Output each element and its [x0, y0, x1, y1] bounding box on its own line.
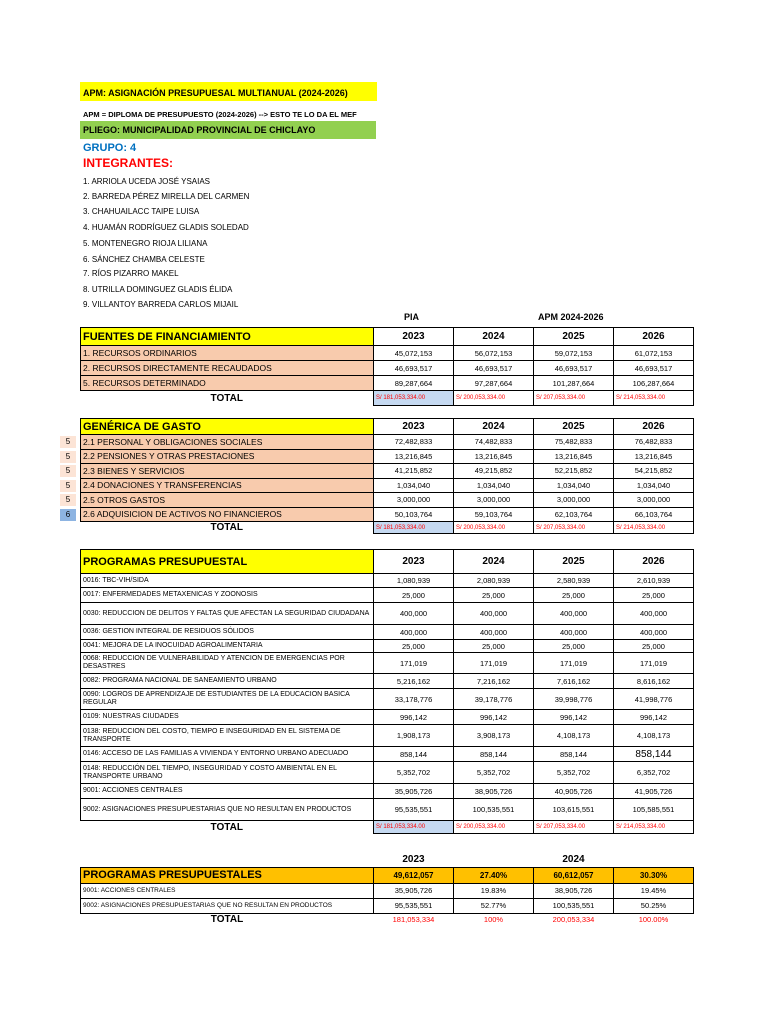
blank-cell — [614, 853, 694, 867]
section-title: FUENTES DE FINANCIAMIENTO — [81, 328, 374, 346]
row-value: 59,072,153 — [534, 346, 614, 361]
row-label: 9002: ASIGNACIONES PRESUPUESTARIAS QUE NO RESULTAN EN PRODUCTOS — [81, 799, 374, 821]
summary-value: 60,612,057 — [534, 867, 614, 883]
row-value: 1,034,040 — [614, 478, 694, 493]
year-heading: 2024 — [562, 854, 585, 866]
row-value: 59,103,764 — [454, 507, 534, 522]
year-row — [81, 853, 694, 867]
row-value: 25,000 — [374, 640, 454, 653]
row-value: 46,693,517 — [454, 361, 534, 376]
table-row — [81, 574, 694, 588]
table-row — [81, 898, 694, 913]
member-name: 6. SÁNCHEZ CHAMBA CELESTE — [83, 255, 205, 264]
row-value: 2,580,939 — [534, 574, 614, 588]
row-value: 50.25% — [614, 898, 694, 913]
member-name: 9. VILLANTOY BARREDA CARLOS MIJAIL — [83, 300, 239, 309]
table-row — [81, 603, 694, 625]
year-heading: 2026 — [614, 419, 694, 435]
table-row — [81, 346, 694, 361]
row-label: 0036: GESTION INTEGRAL DE RESIDUOS SÓLIDOS — [81, 625, 374, 640]
row-value: 858,144 — [374, 747, 454, 762]
table-row — [81, 883, 694, 898]
section-title: PROGRAMAS PRESUPUESTAL — [81, 550, 374, 574]
table-row — [81, 747, 694, 762]
section-title: PROGRAMAS PRESUPUESTALES — [81, 867, 374, 883]
row-value: 13,216,845 — [454, 449, 534, 464]
row-value: 3,000,000 — [374, 493, 454, 508]
table-row — [81, 435, 694, 450]
summary-value: 30.30% — [614, 867, 694, 883]
year-heading: 2023 — [374, 328, 454, 346]
row-value: 25,000 — [374, 588, 454, 603]
row-value: 7,616,162 — [534, 674, 614, 689]
row-value: 105,585,551 — [614, 799, 694, 821]
row-label: 2.3 BIENES Y SERVICIOS — [81, 464, 374, 479]
table-row — [81, 376, 694, 391]
row-value: 25,000 — [614, 640, 694, 653]
row-value: 996,142 — [454, 710, 534, 725]
apm-heading: APM 2024-2026 — [538, 312, 604, 322]
row-value: 95,535,551 — [374, 898, 454, 913]
row-value: 858,144 — [614, 747, 694, 762]
row-label: 2. RECURSOS DIRECTAMENTE RECAUDADOS — [81, 361, 374, 376]
total-value: S/ 200,053,334.00 — [454, 821, 534, 834]
total-value: S/ 214,053,334.00 — [614, 522, 694, 534]
row-value: 35,905,726 — [374, 883, 454, 898]
summary-value: 49,612,057 — [374, 867, 454, 883]
table-row — [81, 588, 694, 603]
row-label: 9001: ACCIONES CENTRALES — [81, 784, 374, 799]
row-value: 400,000 — [454, 625, 534, 640]
member-name: 7. RÍOS PIZARRO MAKEL — [83, 269, 179, 278]
table-row — [81, 464, 694, 479]
total-value: S/ 214,053,334.00 — [614, 821, 694, 834]
table-row — [81, 478, 694, 493]
row-value: 41,998,776 — [614, 689, 694, 710]
row-value: 46,693,517 — [614, 361, 694, 376]
total-value: S/ 207,053,334.00 — [534, 821, 614, 834]
row-label: 2.4 DONACIONES Y TRANSFERENCIAS — [81, 478, 374, 493]
table-row — [81, 507, 694, 522]
total-row — [81, 821, 694, 834]
row-value: 2,080,939 — [454, 574, 534, 588]
year-heading: 2024 — [454, 550, 534, 574]
row-value: 4,108,173 — [534, 725, 614, 747]
row-value: 106,287,664 — [614, 376, 694, 391]
row-value: 54,215,852 — [614, 464, 694, 479]
table-row — [81, 784, 694, 799]
row-value: 996,142 — [534, 710, 614, 725]
row-number: 5 — [60, 465, 76, 477]
row-value: 39,998,776 — [534, 689, 614, 710]
row-label: 9001: ACCIONES CENTRALES — [81, 883, 374, 898]
pia-heading: PIA — [404, 312, 420, 322]
row-number: 5 — [60, 494, 76, 506]
resumen-table — [80, 853, 694, 925]
row-label: 0030: REDUCCION DE DELITOS Y FALTAS QUE AFECTAN LA SEGURIDAD CIUDADANA — [81, 603, 374, 625]
row-value: 400,000 — [534, 603, 614, 625]
row-value: 41,215,852 — [374, 464, 454, 479]
row-value: 39,178,776 — [454, 689, 534, 710]
member-name: 1. ARRIOLA UCEDA JOSÉ YSAIAS — [83, 177, 211, 186]
row-value: 3,000,000 — [454, 493, 534, 508]
table-row — [81, 640, 694, 653]
total-label: TOTAL — [210, 913, 244, 925]
row-value: 400,000 — [374, 625, 454, 640]
fuentes-table — [80, 327, 694, 406]
row-value: 46,693,517 — [534, 361, 614, 376]
row-value: 171,019 — [614, 653, 694, 674]
row-value: 35,905,726 — [374, 784, 454, 799]
year-heading: 2023 — [374, 419, 454, 435]
row-number: 6 — [60, 509, 76, 521]
member-name: 5. MONTENEGRO RIOJA LILIANA — [83, 239, 208, 248]
total-row — [81, 913, 694, 925]
row-value: 25,000 — [454, 640, 534, 653]
row-value: 400,000 — [614, 603, 694, 625]
total-row — [81, 391, 694, 406]
year-heading: 2026 — [614, 328, 694, 346]
row-label: 0068: REDUCCION DE VULNERABILIDAD Y ATENCION DE EMERGENCIAS POR DESASTRES — [81, 653, 374, 674]
year-heading: 2023 — [402, 854, 425, 866]
row-value: 41,905,726 — [614, 784, 694, 799]
blank-cell — [454, 853, 534, 867]
row-label: 0082: PROGRAMA NACIONAL DE SANEAMIENTO URBANO — [81, 674, 374, 689]
row-value: 62,103,764 — [534, 507, 614, 522]
row-value: 40,905,726 — [534, 784, 614, 799]
summary-value: 27.40% — [454, 867, 534, 883]
row-value: 400,000 — [374, 603, 454, 625]
row-value: 25,000 — [534, 588, 614, 603]
row-value: 400,000 — [534, 625, 614, 640]
row-value: 66,103,764 — [614, 507, 694, 522]
row-value: 25,000 — [614, 588, 694, 603]
row-value: 1,080,939 — [374, 574, 454, 588]
year-heading: 2023 — [374, 550, 454, 574]
table-row — [81, 799, 694, 821]
table-row — [81, 689, 694, 710]
total-row — [81, 522, 694, 534]
row-value: 95,535,551 — [374, 799, 454, 821]
grupo-label: GRUPO: 4 — [83, 142, 137, 154]
row-value: 75,482,833 — [534, 435, 614, 450]
row-value: 100,535,551 — [454, 799, 534, 821]
section-title: GENÉRICA DE GASTO — [81, 419, 374, 435]
row-value: 171,019 — [454, 653, 534, 674]
row-label: 0090: LOGROS DE APRENDIZAJE DE ESTUDIANTES DE LA EDUCACION BASICA REGULAR — [81, 689, 374, 710]
year-heading: 2024 — [454, 419, 534, 435]
row-value: 5,352,702 — [534, 762, 614, 784]
row-value: 25,000 — [534, 640, 614, 653]
row-value: 171,019 — [374, 653, 454, 674]
total-label: TOTAL — [210, 522, 243, 534]
row-value: 858,144 — [534, 747, 614, 762]
year-heading: 2026 — [614, 550, 694, 574]
row-label: 2.5 OTROS GASTOS — [81, 493, 374, 508]
row-value: 19.83% — [454, 883, 534, 898]
row-value: 858,144 — [454, 747, 534, 762]
row-label: 0146: ACCESO DE LAS FAMILIAS A VIVIENDA Y ENTORNO URBANO ADECUADO — [81, 747, 374, 762]
row-value: 13,216,845 — [534, 449, 614, 464]
row-value: 97,287,664 — [454, 376, 534, 391]
row-value: 100,535,551 — [534, 898, 614, 913]
member-name: 4. HUAMÁN RODRÍGUEZ GLADIS SOLEDAD — [83, 223, 249, 232]
header-row — [81, 328, 694, 346]
table-row — [81, 449, 694, 464]
table-row — [81, 710, 694, 725]
member-name: 3. CHAHUAILACC TAIPE LUISA — [83, 207, 200, 216]
row-value: 2,610,939 — [614, 574, 694, 588]
row-value: 400,000 — [454, 603, 534, 625]
total-label: TOTAL — [210, 821, 243, 833]
row-value: 1,034,040 — [454, 478, 534, 493]
row-value: 25,000 — [454, 588, 534, 603]
row-value: 19.45% — [614, 883, 694, 898]
total-value: S/ 181,053,334.00 — [374, 391, 454, 406]
row-value: 13,216,845 — [374, 449, 454, 464]
row-value: 38,905,726 — [454, 784, 534, 799]
row-value: 50,103,764 — [374, 507, 454, 522]
year-heading: 2025 — [534, 550, 614, 574]
row-number: 5 — [60, 451, 76, 463]
member-name: 2. BARREDA PÉREZ MIRELLA DEL CARMEN — [83, 192, 250, 201]
year-heading: 2025 — [534, 419, 614, 435]
row-value: 38,905,726 — [534, 883, 614, 898]
row-value: 76,482,833 — [614, 435, 694, 450]
row-label: 2.6 ADQUISICION DE ACTIVOS NO FINANCIEROS — [81, 507, 374, 522]
total-value: S/ 207,053,334.00 — [534, 522, 614, 534]
header-row — [81, 867, 694, 883]
row-value: 52.77% — [454, 898, 534, 913]
row-value: 33,178,776 — [374, 689, 454, 710]
header-row — [81, 419, 694, 435]
total-value: S/ 207,053,334.00 — [534, 391, 614, 406]
table-row — [81, 762, 694, 784]
row-value: 7,216,162 — [454, 674, 534, 689]
row-value: 5,216,162 — [374, 674, 454, 689]
row-number: 5 — [60, 480, 76, 492]
row-value: 45,072,153 — [374, 346, 454, 361]
row-value: 3,000,000 — [534, 493, 614, 508]
row-value: 56,072,153 — [454, 346, 534, 361]
row-value: 61,072,153 — [614, 346, 694, 361]
row-value: 996,142 — [614, 710, 694, 725]
table-row — [81, 674, 694, 689]
row-label: 0138: REDUCCION DEL COSTO, TIEMPO E INSEGURIDAD EN EL SISTEMA DE TRANSPORTE — [81, 725, 374, 747]
programas-table — [80, 549, 694, 834]
total-value: S/ 214,053,334.00 — [614, 391, 694, 406]
row-value: 46,693,517 — [374, 361, 454, 376]
total-value: 100.00% — [638, 914, 669, 924]
row-label: 5. RECURSOS DETERMINADO — [81, 376, 374, 391]
total-value: S/ 200,053,334.00 — [454, 522, 534, 534]
row-value: 89,287,664 — [374, 376, 454, 391]
pliego-label: PLIEGO: MUNICIPALIDAD PROVINCIAL DE CHICLAYO — [80, 121, 376, 139]
row-value: 5,352,702 — [454, 762, 534, 784]
total-value: 100% — [483, 914, 504, 924]
total-value: S/ 181,053,334.00 — [374, 522, 454, 534]
doc-subtitle: APM = DIPLOMA DE PRESUPUESTO (2024-2026) --> ESTO TE LO DA EL MEF — [83, 110, 357, 119]
year-heading: 2025 — [534, 328, 614, 346]
row-label: 1. RECURSOS ORDINARIOS — [81, 346, 374, 361]
row-value: 101,287,664 — [534, 376, 614, 391]
total-value: 181,053,334 — [392, 914, 435, 924]
row-label: 0017: ENFERMEDADES METAXENICAS Y ZOONOSIS — [81, 588, 374, 603]
header-row — [81, 550, 694, 574]
total-label: TOTAL — [210, 392, 243, 404]
row-value: 996,142 — [374, 710, 454, 725]
row-value: 4,108,173 — [614, 725, 694, 747]
table-row — [81, 625, 694, 640]
row-value: 72,482,833 — [374, 435, 454, 450]
integrantes-label: INTEGRANTES: — [83, 156, 173, 170]
row-value: 3,000,000 — [614, 493, 694, 508]
generica-table — [80, 418, 694, 534]
row-value: 400,000 — [614, 625, 694, 640]
row-value: 74,482,833 — [454, 435, 534, 450]
row-number: 5 — [60, 436, 76, 448]
table-row — [81, 725, 694, 747]
row-label: 0016: TBC-VIH/SIDA — [81, 574, 374, 588]
row-label: 2.2 PENSIONES Y OTRAS PRESTACIONES — [81, 449, 374, 464]
row-label: 0109: NUESTRAS CIUDADES — [81, 710, 374, 725]
row-label: 0041: MEJORA DE LA INOCUIDAD AGROALIMENTARIA — [81, 640, 374, 653]
total-value: 200,053,334 — [552, 914, 595, 924]
table-row — [81, 361, 694, 376]
table-row — [81, 493, 694, 508]
row-value: 1,908,173 — [374, 725, 454, 747]
row-value: 1,034,040 — [534, 478, 614, 493]
row-label: 2.1 PERSONAL Y OBLIGACIONES SOCIALES — [81, 435, 374, 450]
total-value: S/ 181,053,334.00 — [374, 821, 454, 834]
row-value: 171,019 — [534, 653, 614, 674]
year-heading: 2024 — [454, 328, 534, 346]
row-value: 5,352,702 — [374, 762, 454, 784]
table-row — [81, 653, 694, 674]
row-value: 1,034,040 — [374, 478, 454, 493]
row-label: 9002: ASIGNACIONES PRESUPUESTARIAS QUE NO RESULTAN EN PRODUCTOS — [81, 898, 374, 913]
total-value: S/ 200,053,334.00 — [454, 391, 534, 406]
row-value: 3,908,173 — [454, 725, 534, 747]
row-value: 52,215,852 — [534, 464, 614, 479]
blank-cell — [81, 853, 374, 867]
row-value: 103,615,551 — [534, 799, 614, 821]
doc-title: APM: ASIGNACIÓN PRESUPUESAL MULTIANUAL (2024-2026) — [80, 82, 377, 101]
member-name: 8. UTRILLA DOMINGUEZ GLADIS ÉLIDA — [83, 285, 233, 294]
row-value: 49,215,852 — [454, 464, 534, 479]
row-label: 0148: REDUCCIÓN DEL TIEMPO, INSEGURIDAD Y COSTO AMBIENTAL EN EL TRANSPORTE URBANO — [81, 762, 374, 784]
row-value: 13,216,845 — [614, 449, 694, 464]
row-value: 8,616,162 — [614, 674, 694, 689]
row-value: 6,352,702 — [614, 762, 694, 784]
